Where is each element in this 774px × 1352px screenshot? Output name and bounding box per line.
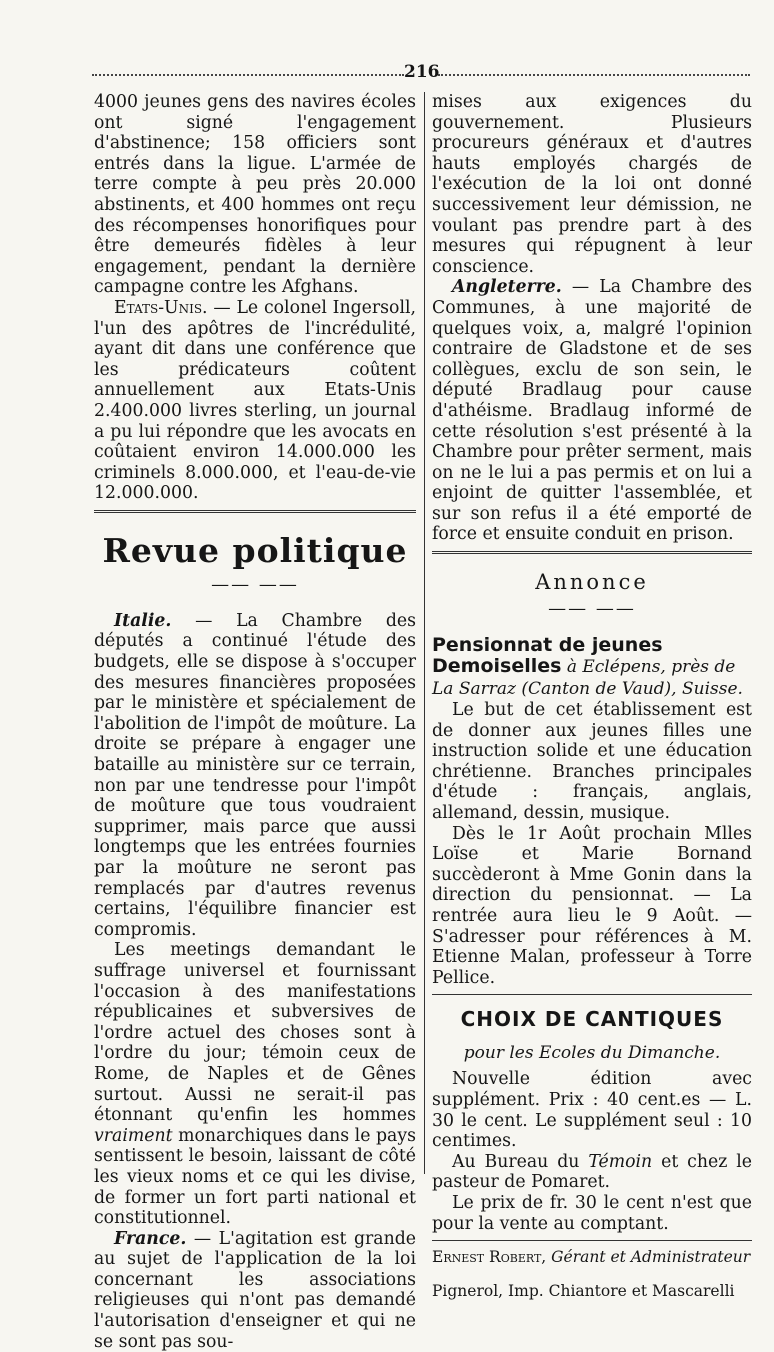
pensionnat-title	[432, 635, 752, 700]
gerant-role: Gérant et Administrateur	[546, 1248, 751, 1267]
etats-unis-paragraph	[94, 298, 416, 504]
italie-keyword: Italie.	[114, 610, 172, 631]
header-rule-left	[92, 74, 404, 76]
revue-politique-title: Revue politique	[102, 530, 408, 570]
imprint-divider	[432, 1240, 752, 1241]
france-text: — L'agitation est grande au sujet de l'application de la loi concernant les associations religieuses qui n'ont pas demandé l'autorisation d'enseigner et qui ne se sont pas sou-	[94, 1228, 416, 1352]
right-column	[432, 92, 752, 1301]
pensionnat-paragraph-2: Dès le 1r Août prochain Mlles Loïse et Marie Bornand succèderont à Mme Gonin dans la direction du pensionnat. — La rentrée aura lieu le 9 Août. — S'adresser pour références à M. Etienne Malan, professeur à Torre Pellice.	[432, 823, 752, 988]
pensionnat-place: à Eclépens, près de La Sarraz (Canton de Vaud), Suisse.	[432, 657, 743, 700]
choix-divider	[432, 994, 752, 995]
pensionnat-paragraph-1: Le but de cet établissement est de donner aux jeunes filles une instruction solide et une éducation chrétienne. Branches principales d'étude : français, anglais, allemand, dessin, musique.	[432, 700, 752, 824]
temoin-emphasis: Témoin	[588, 1151, 653, 1172]
pensionnat-name: Pensionnat de jeunes Demoiselles	[432, 634, 663, 678]
meetings-paragraph	[94, 940, 416, 1228]
france-continued-paragraph: mises aux exigences du gouvernement. Plusieurs procureurs généraux et d'autres hauts employés chargés de l'exécution de la loi ont donné successivement leur démission, ne voulant pas prendre part à des mesures qui répugnent à leur conscience.	[432, 92, 752, 277]
column-divider	[424, 92, 425, 1174]
etats-unis-keyword: Etats-Unis.	[114, 297, 208, 318]
section-divider	[94, 510, 416, 513]
header-rule-right	[438, 74, 750, 76]
meetings-emphasis: vraiment	[94, 1125, 173, 1146]
etats-unis-text: — Le colonel Ingersoll, l'un des apôtres de l'incrédulité, ayant dit dans une conférence que les prédicateurs coûtent annuellement aux Etats-Unis 2.400.000 livres sterling, un journal a pu lui répondre que les avocats en coûtaient environ 14.000.000 les criminels 8.000.000, et l'eau-de-vie 12.000.000.	[94, 297, 416, 504]
annonce-title: Annonce	[535, 570, 649, 595]
choix-text-b: et chez le pasteur de Pomaret.	[432, 1151, 752, 1193]
angleterre-keyword: Angleterre.	[452, 277, 562, 298]
france-paragraph	[94, 1229, 416, 1352]
printer-line: Pignerol, Imp. Chiantore et Mascarelli	[432, 1282, 735, 1301]
choix-title: CHOIX DE CANTIQUES	[460, 1007, 724, 1032]
gerant-line	[432, 1247, 752, 1267]
angleterre-text: — La Chambre des Communes, à une majorité de quelques voix, a, malgré l'opinion contraire de Gladstone et de ses collègues, exclu de son sein, le député Bradlaug pour cause d'athéisme. Bradlaug informé de cette résolution s'est présenté à la Chambre pour prêter serment, mais on ne le lui a pas permis et on lui a enjoint de quitter l'assemblée, et sur son refus il a été emporté de force et ensuite conduit en prison.	[432, 277, 752, 545]
title-ornament: —— ——	[211, 573, 299, 595]
annonce-divider	[432, 551, 752, 554]
page-header	[92, 62, 750, 82]
page-number: 216	[404, 62, 440, 82]
choix-subtitle: pour les Ecoles du Dimanche.	[463, 1043, 721, 1064]
gerant-name: Ernest Robert,	[432, 1248, 547, 1267]
angleterre-paragraph	[432, 277, 752, 545]
annonce-ornament: —— ——	[548, 598, 636, 620]
france-keyword: France.	[114, 1228, 187, 1249]
choix-paragraph-3: Le prix de fr. 30 le cent n'est que pour la vente au comptant.	[432, 1192, 752, 1234]
choix-text-a: Au Bureau du	[452, 1151, 589, 1172]
italie-paragraph	[94, 611, 416, 941]
choix-paragraph-1: Nouvelle édition avec supplément. Prix : 40 cent.es — L. 30 le cent. Le supplément seul : 10 centimes.	[432, 1069, 752, 1152]
temperance-paragraph: 4000 jeunes gens des navires écoles ont signé l'engagement d'abstinence; 158 officiers sont entrés dans la ligue. L'armée de terre compte à peu près 20.000 abstinents, et 400 hommes ont reçu des récompenses honorifiques pour être demeurés fidèles à leur engagement, pendant la dernière campagne contre les Afghans.	[94, 92, 416, 298]
left-column	[94, 92, 416, 1352]
italie-text: — La Chambre des députés a continué l'étude des budgets, elle se dispose à s'occuper des mesures financières proposées par le ministère et spécialement de l'abolition de l'impôt de moûture. La droite se prépare à engager une bataille au ministère sur ce terrain, non par une tendresse pour l'impôt de moûture que tous voudraient supprimer, mais parce que aussi longtemps que les entrées fournies par la moûture ne seront pas remplacés par d'autres revenus certains, l'équilibre financier est compromis.	[94, 610, 416, 940]
meetings-text-2: monarchiques dans le pays sentissent le besoin, laissant de côté les vieux noms et ce qui les divise, de former un fort parti national et constitutionnel.	[94, 1125, 416, 1229]
meetings-text-1: Les meetings demandant le suffrage universel et fournissant l'occasion à des manifestations républicaines et subversives de l'ordre actuel des choses sont à l'ordre du jour; témoin ceux de Rome, de Naples et de Gênes surtout. Aussi ne serait-il pas étonnant qu'enfin les hommes	[94, 940, 416, 1126]
